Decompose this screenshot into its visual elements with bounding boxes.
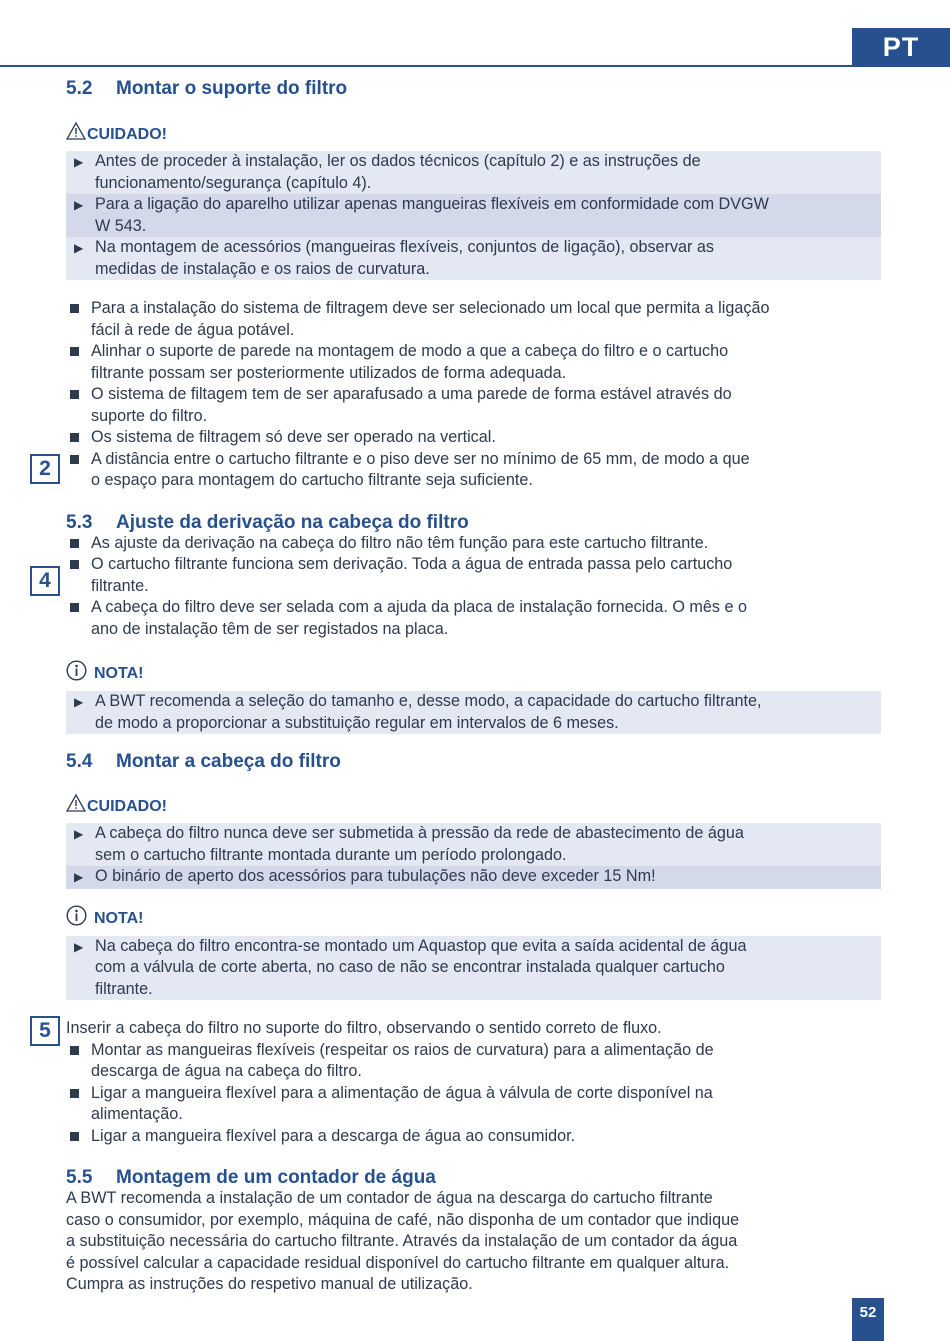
list-item: Montar as mangueiras flexíveis (respeitar os raios de curvatura) para a alimentação de descarga de água na cabeça do filtro.: [66, 1040, 881, 1083]
page-content: [66, 76, 881, 1296]
instruction-list: [66, 533, 881, 641]
note-text: filtrante.: [95, 979, 153, 998]
square-bullet-icon: [66, 1083, 91, 1126]
caution-text: O binário de aperto dos acessórios para tubulações não deve exceder 15 Nm!: [95, 867, 656, 885]
triangle-bullet-icon: ▶: [74, 939, 84, 954]
square-bullet-icon: [66, 341, 91, 384]
note-text: Na cabeça do filtro encontra-se montado um Aquastop que evita a saída acidental de água: [95, 936, 747, 955]
list-item: Para a instalação do sistema de filtragem deve ser selecionado um local que permita a ligação fácil à rede de água potável.: [66, 298, 881, 341]
note-title: [66, 905, 881, 933]
note-item: [66, 936, 881, 1001]
square-bullet-icon: [66, 597, 91, 640]
figure-ref-badge: 5: [30, 1016, 60, 1046]
warning-icon: [66, 122, 86, 147]
caution-box: [66, 151, 881, 280]
note-text: com a válvula de corte aberta, no caso de não se encontrar instalada qualquer cartucho: [95, 958, 725, 976]
note-item: [66, 691, 881, 734]
list-item: Os sistema de filtragem só deve ser operado na vertical.: [66, 427, 881, 449]
caution-label: CUIDADO!: [87, 125, 167, 143]
caution-text: Para a ligação do aparelho utilizar apenas mangueiras flexíveis em conformidade com DVGW: [95, 195, 769, 213]
section-number: 5.5: [66, 1167, 93, 1188]
caution-title: [66, 122, 881, 147]
paragraph: Inserir a cabeça do filtro no suporte do filtro, observando o sentido correto de fluxo.: [66, 1019, 662, 1037]
section-number: 5.2: [66, 78, 93, 99]
figure-ref-badge: 2: [30, 454, 60, 484]
note-text: de modo a proporcionar a substituição regular em intervalos de 6 meses.: [95, 713, 619, 732]
instruction-list: [66, 298, 881, 492]
caution-text: Antes de proceder à instalação, ler os dados técnicos (capítulo 2) e as instruções de: [95, 152, 701, 170]
list-item: A distância entre o cartucho filtrante e o piso deve ser no mínimo de 65 mm, de modo a que o espaço para montagem do cartucho filtrante seja suficiente.: [66, 449, 881, 492]
warning-icon: [66, 794, 86, 819]
caution-text: medidas de instalação e os raios de curvatura.: [95, 259, 430, 278]
triangle-bullet-icon: ▶: [74, 695, 84, 709]
list-item: Ligar a mangueira flexível para a alimentação de água à válvula de corte disponível na alimentação.: [66, 1083, 881, 1126]
list-item: As ajuste da derivação na cabeça do filtro não têm função para este cartucho filtrante.: [66, 533, 881, 555]
caution-text: Na montagem de acessórios (mangueiras flexíveis, conjuntos de ligação), observar as: [95, 238, 715, 256]
list-item: O cartucho filtrante funciona sem derivação. Toda a água de entrada passa pelo cartucho filtrante.: [66, 554, 881, 597]
note-title: [66, 660, 881, 688]
square-bullet-icon: [66, 298, 91, 341]
instruction-list: [66, 1040, 881, 1148]
info-icon: [66, 905, 87, 933]
caution-item: [66, 823, 881, 866]
caution-item: [66, 237, 881, 280]
page-number: 52: [852, 1298, 884, 1341]
square-bullet-icon: [66, 449, 91, 492]
square-bullet-icon: [66, 1126, 91, 1148]
section-heading: [66, 76, 881, 102]
section-heading: [66, 749, 881, 775]
list-item: A cabeça do filtro deve ser selada com a ajuda da placa de instalação fornecida. O mês e o ano de instalação têm de ser registados na placa.: [66, 597, 881, 640]
caution-text: A cabeça do filtro nunca deve ser submetida à pressão da rede de abastecimento de água: [95, 824, 744, 842]
section-title: Montar o suporte do filtro: [116, 78, 348, 99]
note-box: [66, 691, 881, 734]
list-item: O sistema de filtagem tem de ser aparafusado a uma parede de forma estável através do suporte do filtro.: [66, 384, 881, 427]
triangle-bullet-icon: ▶: [74, 870, 84, 884]
list-item: Ligar a mangueira flexível para a descarga de água ao consumidor.: [66, 1126, 881, 1148]
header-rule: [0, 65, 950, 67]
section-title: Montagem de um contador de água: [116, 1167, 436, 1188]
section-number: 5.4: [66, 751, 93, 772]
square-bullet-icon: [66, 554, 91, 597]
square-bullet-icon: [66, 1040, 91, 1083]
section-title: Montar a cabeça do filtro: [116, 751, 341, 772]
caution-item: [66, 194, 881, 237]
caution-title: [66, 794, 881, 819]
square-bullet-icon: [66, 427, 91, 449]
triangle-bullet-icon: ▶: [74, 241, 84, 255]
caution-item: [66, 151, 881, 194]
section-number: 5.3: [66, 511, 93, 533]
caution-text: funcionamento/segurança (capítulo 4).: [95, 173, 372, 192]
triangle-bullet-icon: ▶: [74, 155, 84, 169]
section-title: Ajuste da derivação na cabeça do filtro: [116, 511, 469, 533]
caution-text: sem o cartucho filtrante montada durante um período prolongado.: [95, 845, 567, 864]
paragraph: A BWT recomenda a instalação de um contador de água na descarga do cartucho filtrante caso o consumidor, por exemplo, máquina de café, não disponha de um contador que indique a substituição necessária do cartucho filtrante. Através da instalação de um contador da água é possível calcular a capacidade residual disponível do cartucho filtrante em qualquer altura. Cumpra as instruções do respetivo manual de utilização.: [66, 1189, 740, 1293]
caution-item: [66, 866, 881, 889]
note-box: [66, 936, 881, 1001]
note-text: A BWT recomenda a seleção do tamanho e, desse modo, a capacidade do cartucho filtrante,: [95, 692, 762, 710]
info-icon: [66, 660, 87, 688]
triangle-bullet-icon: ▶: [74, 827, 84, 841]
list-item: Alinhar o suporte de parede na montagem de modo a que a cabeça do filtro e o cartucho filtrante possam ser posteriormente utilizados de forma adequada.: [66, 341, 881, 384]
triangle-bullet-icon: ▶: [74, 198, 84, 212]
square-bullet-icon: [66, 384, 91, 427]
note-label: NOTA!: [94, 665, 144, 682]
language-tab: PT: [852, 28, 950, 67]
caution-label: CUIDADO!: [87, 797, 167, 815]
square-bullet-icon: [66, 533, 91, 555]
caution-text: W 543.: [95, 216, 147, 235]
caution-box: [66, 823, 881, 889]
note-label: NOTA!: [94, 909, 144, 927]
figure-ref-badge: 4: [30, 566, 60, 596]
